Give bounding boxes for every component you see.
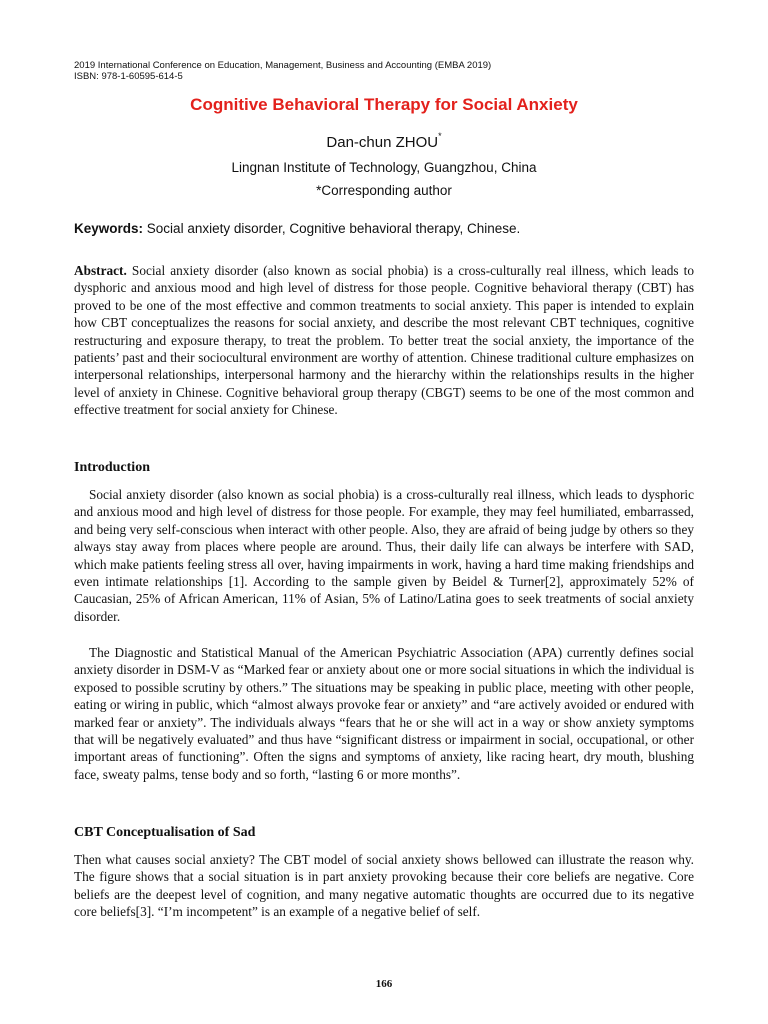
page-number: 166 xyxy=(375,978,393,990)
conference-name: 2019 International Conference on Education, Management, Business and Accounting (EMBA 2019) xyxy=(74,60,492,71)
conference-header xyxy=(74,60,491,82)
abstract-label: Abstract. xyxy=(74,263,127,278)
section-heading-cbt: CBT Conceptualisation of Sad xyxy=(74,825,256,840)
author-name: Dan-chun ZHOU xyxy=(326,134,439,151)
intro-paragraph-2: The Diagnostic and Statistical Manual of the American Psychiatric Association (APA) currently defines social anxiety disorder in DSM-V as “Marked fear or anxiety about one or more social situations in which the individual is exposed to possible scrutiny by others.” The situations may be speaking in public place, meeting with other people, eating or wiring in public, which “almost always provoke fear or anxiety” and “are actively avoided or endured with marked fear or anxiety”. The individuals always “fears that he or she will act in a way or show anxiety symptoms that will be negatively evaluated” and thus have “significant distress or impairment in social, occupational, or other important areas of functioning”. Often the signs and symptoms of anxiety, like racing heart, dry mouth, blushing face, sweaty palms, tense body and so forth, “lasting 6 or more months”. xyxy=(74,645,694,782)
intro-paragraph-1: Social anxiety disorder (also known as social phobia) is a cross-culturally real illness, which leads to dysphoric and anxious mood and high level of distress for those people. For example, they may feel humiliated, embarrassed, and being very self-conscious when interact with other people. Also, they are afraid of being judge by others so they always stay away from places where people are around. Thus, their daily life can always be interfere with SAD, which make patients feeling stress all over, having impairments in work, having a hard time making friendships and even intimate relationships [1]. According to the sample given by Beidel & Turner[2], approximately 52% of Caucasian, 25% of African American, 11% of Asian, 5% of Latino/Latina goes to seek treatments of social anxiety disorder. xyxy=(74,487,694,624)
keywords-text: Social anxiety disorder, Cognitive behavioral therapy, Chinese. xyxy=(146,221,521,236)
cbt-paragraph-1: Then what causes social anxiety? The CBT model of social anxiety shows bellowed can illustrate the reason why. The figure shows that a social situation is in part anxiety provoking because their core beliefs are negative. Core beliefs are the deepest level of cognition, and many negative automatic thoughts are occurred due to its negative core beliefs[3]. “I’m incompetent” is an example of a negative belief of self. xyxy=(74,852,694,920)
abstract xyxy=(74,262,694,419)
abstract-text: Social anxiety disorder (also known as social phobia) is a cross-culturally real illness, which leads to dysphoric and anxious mood and high level of distress for those people. Cognitive behavioral therapy (CBT) has proved to be one of the most effective and common treatments to social anxiety. This paper is intended to explain how CBT conceptualizes the reasons for social anxiety, and describe the most relevant CBT techniques, cognitive restructuring and exposure therapy, to treat the problem. To better treat the social anxiety, the importance of the patients’ past and their sociocultural environment are worthy of attention. Chinese traditional culture emphasizes on interpersonal relationships, interpersonal harmony and the hierarchy within the relationships results in the higher level of anxiety in Chinese. Cognitive behavioral group therapy (CBGT) seems to be one of the most common and effective treatment for social anxiety for Chinese. xyxy=(74,263,695,418)
author-mark: * xyxy=(438,131,442,141)
corresponding-note: *Corresponding author xyxy=(316,183,452,198)
paper-title: Cognitive Behavioral Therapy for Social Anxiety xyxy=(190,95,578,114)
keywords-label: Keywords: xyxy=(74,221,144,236)
author-line xyxy=(0,131,768,151)
section-heading-introduction: Introduction xyxy=(74,460,150,475)
keywords-line xyxy=(74,221,520,236)
affiliation: Lingnan Institute of Technology, Guangzhou, China xyxy=(231,160,537,175)
isbn: ISBN: 978-1-60595-614-5 xyxy=(74,71,183,82)
